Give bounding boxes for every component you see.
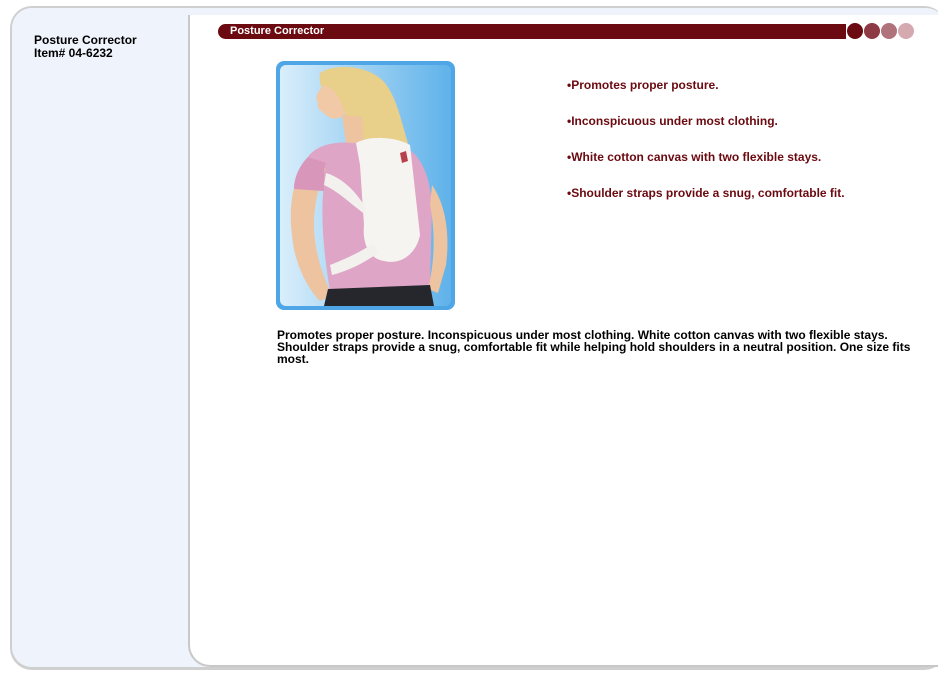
product-description: Promotes proper posture. Inconspicuous under most clothing. White cotton canvas with two flexible stays. Shoulder straps provide a snug, comfortable fit while helping hold shoulders in a neutral position. One size fits most. xyxy=(277,328,911,366)
feature-item: •Inconspicuous under most clothing. xyxy=(567,114,778,128)
header-dot-4 xyxy=(898,23,914,39)
header-dot-3 xyxy=(881,23,897,39)
sidebar-item-number: Item# 04-6232 xyxy=(34,46,113,60)
page-title: Posture Corrector xyxy=(230,25,325,37)
header-dot-2 xyxy=(864,23,880,39)
feature-item: •Shoulder straps provide a snug, comfortable fit. xyxy=(567,186,845,200)
sidebar-product-info xyxy=(34,34,137,60)
feature-item: •Promotes proper posture. xyxy=(567,78,719,92)
header-title-bar xyxy=(218,24,846,39)
sidebar xyxy=(12,8,198,667)
feature-list xyxy=(567,79,845,223)
feature-item: •White cotton canvas with two flexible stays. xyxy=(567,150,822,164)
sidebar-product-name: Posture Corrector xyxy=(34,33,137,47)
posture-corrector-photo-icon xyxy=(280,65,451,306)
product-image xyxy=(276,61,455,310)
header-dot-1 xyxy=(847,23,863,39)
